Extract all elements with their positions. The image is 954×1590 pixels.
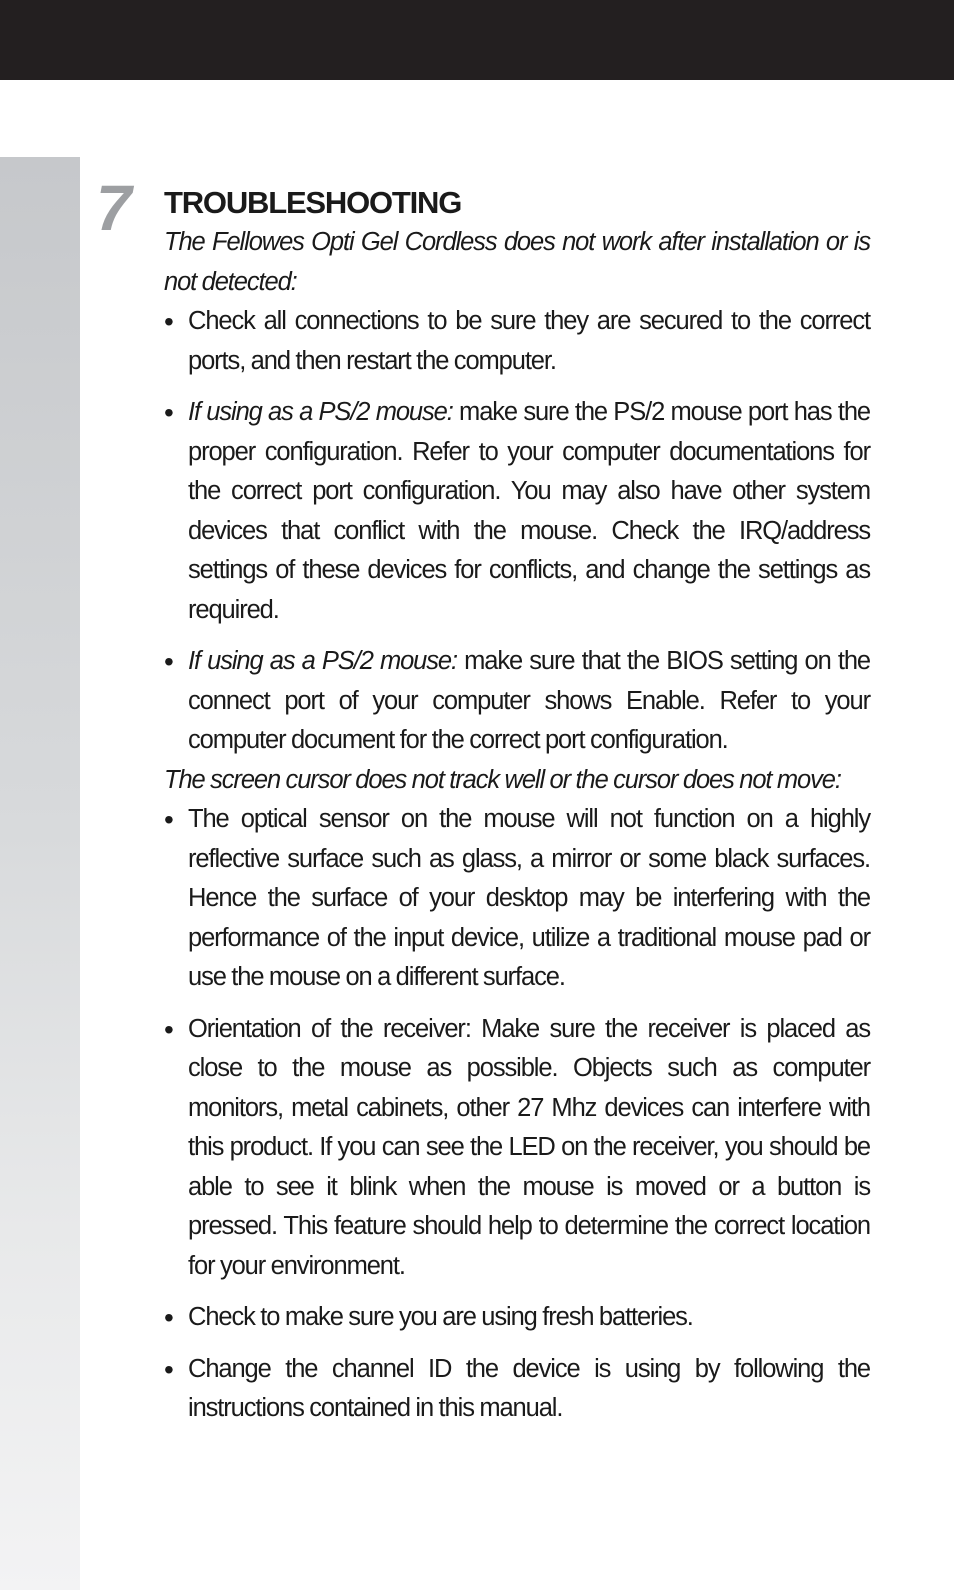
list-item: • If using as a PS/2 mouse: make sure that the BIOS setting on the connect port of your computer shows Enable. Refer to your computer document for the correct port configuration. [164,642,870,761]
list-item: • Check all connections to be sure they are secured to the correct ports, and then restart the computer. [164,302,870,381]
bullet-list-cursor [164,800,870,1429]
list-item: • If using as a PS/2 mouse: make sure the PS/2 mouse port has the proper configuration. Refer to your computer documentations for the correct port configuration. You may also have other system devices that conflict with the mouse. Check the IRQ/address settings of these devices for conflicts, and change the settings as required. [164,393,870,630]
section-title: TROUBLESHOOTING [164,185,462,220]
list-item: • The optical sensor on the mouse will not function on a highly reflective surface such as glass, a mirror or some black surfaces. Hence the surface of your desktop may be interfering with the performance of the input device, utilize a traditional mouse pad or use the mouse on a different surface. [164,800,870,998]
side-gradient-strip [0,157,80,1590]
group-heading-not-detected: The Fellowes Opti Gel Cordless does not work after installation or is not detected: [164,228,870,296]
list-item: • Orientation of the receiver: Make sure the receiver is placed as close to the mouse as possible. Objects such as computer monitors, metal cabinets, other 27 Mhz devices can interfere with this product. If you can see the LED on the receiver, you should be able to see it blink when the mouse is moved or a button is pressed. This feature should help to determine the correct location for your environment. [164,1010,870,1287]
troubleshooting-content [164,183,870,1429]
top-header-bar [0,0,954,80]
bullet-list-not-detected [164,302,870,761]
list-item: • Change the channel ID the device is using by following the instructions contained in this manual. [164,1350,870,1429]
section-number: 7 [96,172,132,244]
list-item: • Check to make sure you are using fresh batteries. [164,1298,870,1338]
group-heading-cursor: The screen cursor does not track well or the cursor does not move: [164,765,841,794]
